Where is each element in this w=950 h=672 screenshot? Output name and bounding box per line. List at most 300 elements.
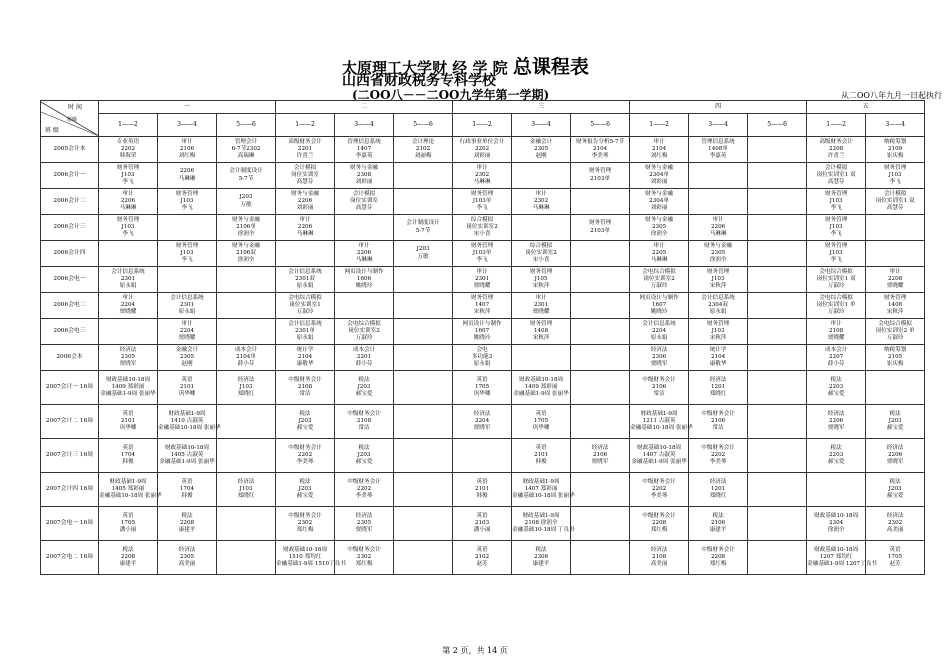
corner-section-label: 班级 (67, 116, 78, 123)
cell-line: 万淑玲 (827, 309, 845, 316)
schedule-cell (276, 163, 335, 189)
cell-line: 郝宝爱 (296, 493, 314, 500)
schedule-cell (512, 319, 571, 345)
schedule-cell (99, 541, 158, 575)
schedule-cell (335, 405, 394, 439)
schedule-cell (689, 137, 748, 163)
schedule-cell (158, 293, 217, 319)
cell-line: 财政基础10-18周 (814, 512, 859, 519)
schedule-cell (158, 345, 217, 371)
schedule-cell (453, 541, 512, 575)
cell-line: 岗位实训室2 (466, 223, 498, 230)
cell-line: 2308 (356, 171, 372, 178)
cell-line: J203 (239, 194, 253, 201)
day-header-row (41, 101, 925, 114)
slot-header: 3——4 (689, 114, 748, 137)
cell-line: 会电综合模拟 (642, 268, 676, 275)
cell-line: 2202 (651, 485, 667, 492)
cell-line: J105 (534, 275, 548, 282)
schedule-cell (99, 137, 158, 163)
schedule-cell (453, 345, 512, 371)
cell-line: 2109 (888, 145, 903, 152)
cell-line: 郑红梅 (650, 527, 668, 534)
cell-line: 会电综合模拟 (878, 320, 912, 327)
cell-line: 康敬华 (709, 361, 727, 368)
cell-line: 2101 (474, 485, 490, 492)
cell-line: 2305 (356, 519, 372, 526)
schedule-cell (335, 319, 394, 345)
schedule-cell (689, 405, 748, 439)
cell-line: 财务与金融 (350, 164, 379, 171)
cell-line: 姚晓玲 (650, 309, 668, 316)
schedule-cell (689, 541, 748, 575)
schedule-cell (748, 541, 807, 575)
schedule-cell (453, 215, 512, 241)
cell-line: 徐润全 (650, 231, 668, 238)
cell-line: 刘彩丽 (473, 153, 491, 160)
cell-line: 财务与金融 (704, 242, 733, 249)
cell-line: 康建平 (178, 527, 196, 534)
day-header-4: 四 (630, 101, 807, 114)
cell-line: 高美丽 (886, 527, 904, 534)
cell-line: 2106双 (236, 249, 256, 256)
cell-line: 2302 (297, 519, 313, 526)
cell-line: 韩俊 (122, 459, 134, 466)
schedule-cell (748, 215, 807, 241)
cell-line: 赵芳 (889, 561, 901, 568)
cell-line: 综合模拟 (470, 216, 494, 223)
schedule-cell (394, 405, 453, 439)
schedule-cell (689, 439, 748, 473)
cell-line: 贾晓耀 (827, 335, 845, 342)
class-row (41, 241, 925, 267)
class-name: 2007会计三 16周 (41, 439, 99, 473)
cell-line: 财政基础1-9周 (522, 512, 560, 519)
schedule-cell (807, 405, 866, 439)
cell-line: J103 (888, 171, 902, 178)
cell-line: 李嘉英 (709, 153, 727, 160)
cell-line: J203 (357, 451, 371, 458)
schedule-title: 总课程表 (512, 56, 589, 78)
cell-line: 许喜兰 (296, 153, 314, 160)
schedule-cell (276, 293, 335, 319)
cell-line: 郑晓红 (237, 391, 255, 398)
cell-line: 金融基础1-9周 1207丁良书 (807, 561, 877, 568)
cell-line: 万敏 (240, 201, 252, 208)
cell-line: 中级财务会计 (288, 512, 322, 519)
cell-line: 万淑玲 (650, 283, 668, 290)
cell-line: 审计 (122, 190, 134, 197)
cell-line: 会计理论 (411, 138, 435, 145)
class-row (41, 439, 925, 473)
cell-line: 岗位实训室 (291, 171, 320, 178)
schedule-cell (158, 319, 217, 345)
cell-line: 徐润全 (237, 231, 255, 238)
cell-line: 2104单 (236, 353, 256, 360)
cell-line: 多功能3 (471, 353, 493, 360)
cell-line: 财务管理 (529, 320, 553, 327)
class-name: 2006会计三 (41, 215, 99, 241)
cell-line: 2202 (356, 485, 372, 492)
cell-line: 刘彩丽 (650, 179, 668, 186)
cell-line: 2208 (829, 145, 844, 152)
cell-line: 宋小喜 (532, 257, 550, 264)
cell-line: 1705 (474, 383, 490, 390)
cell-line: 郝宝爱 (886, 425, 904, 432)
cell-line: 2106 (710, 417, 726, 424)
schedule-cell (217, 241, 276, 267)
cell-line: 会计模拟 (883, 190, 907, 197)
class-name: 2007会计二 16周 (41, 405, 99, 439)
schedule-cell (276, 189, 335, 215)
cell-line: 财务与金融 (291, 190, 320, 197)
schedule-cell (99, 345, 158, 371)
cell-line: 税法 (830, 376, 842, 383)
cell-line: 2108 (829, 327, 844, 334)
schedule-cell (630, 137, 689, 163)
day-header-5: 五 (807, 101, 925, 114)
class-name: 2006会电二 (41, 293, 99, 319)
cell-line: 1407 (474, 301, 490, 308)
schedule-cell (276, 345, 335, 371)
slot-header: 3——4 (158, 114, 217, 137)
cell-line: 刘彩丽 (355, 179, 373, 186)
schedule-cell (512, 371, 571, 405)
schedule-cell (453, 405, 512, 439)
cell-line: 会计信息系统 (642, 320, 676, 327)
cell-line: 中级财务会计 (347, 410, 381, 417)
cell-line: 薛小芬 (237, 361, 255, 368)
cell-line: 税法 (358, 376, 370, 383)
schedule-cell (866, 267, 925, 293)
cell-line: 高级财务会计 (819, 138, 853, 145)
schedule-cell (99, 241, 158, 267)
cell-line: 2101 (179, 383, 195, 390)
cell-line: J103 (829, 197, 843, 204)
cell-line: 2208 (179, 519, 195, 526)
schedule-cell (807, 189, 866, 215)
cell-line: 巩华卿 (119, 425, 137, 432)
cell-line: 1409 郑彩丽 (111, 383, 145, 390)
slot-header: 5——6 (748, 114, 807, 137)
cell-line: 常洁 (653, 391, 665, 398)
cell-line: 2206 (356, 249, 372, 256)
schedule-cell (335, 163, 394, 189)
cell-line: 岗位实训室1 单 (816, 301, 856, 308)
class-row (41, 345, 925, 371)
cell-line: 2305 (179, 553, 195, 560)
schedule-cell (571, 405, 630, 439)
cell-line: 2106 (651, 383, 667, 390)
cell-line: 李美琴 (709, 459, 727, 466)
schedule-cell (158, 189, 217, 215)
cell-line: 2106 (179, 145, 195, 152)
schedule-cell (807, 371, 866, 405)
schedule-cell (217, 189, 276, 215)
schedule-cell (866, 163, 925, 189)
cell-line: 纳税筹划 (883, 346, 907, 353)
schedule-cell (512, 439, 571, 473)
schedule-cell (807, 267, 866, 293)
schedule-cell (158, 405, 221, 439)
cell-line: 审计 (476, 268, 488, 275)
cell-line: 2106 (710, 519, 726, 526)
schedule-cell (335, 371, 394, 405)
cell-line: 财政基础10-18周 (105, 376, 151, 383)
cell-line: 原永娟 (296, 335, 314, 342)
cell-line: 1408 (888, 301, 903, 308)
cell-line: 巩华卿 (473, 391, 491, 398)
cell-line: 财务管理 (883, 294, 907, 301)
schedule-cell (276, 215, 335, 241)
schedule-cell (571, 507, 630, 541)
schedule-cell (335, 345, 394, 371)
schedule-cell (807, 215, 866, 241)
slot-header-row (41, 114, 925, 137)
cell-line: 高慧芬 (296, 179, 314, 186)
schedule-cell (217, 541, 276, 575)
cell-line: 英语 (181, 376, 193, 383)
cell-line: J203 (298, 417, 312, 424)
cell-line: 1201 (710, 485, 726, 492)
cell-line: 高慧芬 (827, 179, 845, 186)
schedule-cell (217, 163, 276, 189)
schedule-cell (99, 371, 158, 405)
cell-line: 会计信息系统 (288, 268, 322, 275)
cell-line: 2104 (592, 145, 608, 152)
schedule-cell (512, 293, 571, 319)
cell-line: 财务管理 (529, 268, 553, 275)
schedule-cell (217, 293, 276, 319)
cell-line: 郝宝爱 (355, 459, 373, 466)
cell-line: 2206 (179, 168, 195, 175)
cell-line: 中级财务会计 (642, 512, 676, 519)
cell-line: 税法 (122, 546, 134, 553)
cell-line: 岗位实训室2 (348, 327, 380, 334)
schedule-cell (335, 241, 394, 267)
cell-line: 会电综合模拟 (819, 268, 853, 275)
corner-time-label: 时 间 (68, 103, 82, 111)
cell-line: 审计 (653, 138, 665, 145)
cell-line: 2202 (297, 451, 313, 458)
schedule-cell (99, 439, 158, 473)
schedule-cell (158, 473, 217, 507)
cell-line: 1408单 (708, 145, 729, 152)
cell-line: 中级财务会计 (642, 376, 676, 383)
schedule-cell (512, 267, 571, 293)
cell-line: 经济法 (886, 444, 904, 451)
cell-line: 财务管理 (824, 190, 848, 197)
schedule-cell (453, 189, 512, 215)
cell-line: 2306 (533, 553, 549, 560)
cell-line: 2204 (179, 327, 195, 334)
cell-line: 2103单 (590, 175, 610, 182)
cell-line: 万淑玲 (886, 335, 904, 342)
class-name: 2007会计四 16周 (41, 473, 99, 507)
cell-line: J103 (239, 485, 253, 492)
cell-line: 刘丽梅 (414, 153, 432, 160)
schedule-cell (512, 163, 571, 189)
schedule-cell (748, 439, 807, 473)
cell-line: 财务管理 (706, 268, 730, 275)
schedule-cell (571, 345, 630, 371)
school-subtitle: 山西省财政税务专科学校 (342, 73, 496, 89)
cell-line: 金融基础10-18周 张丽华 (158, 425, 221, 432)
class-row (41, 319, 925, 345)
cell-line: 马琳琳 (296, 231, 314, 238)
day-header-3: 三 (453, 101, 630, 114)
schedule-cell (453, 163, 512, 189)
schedule-cell (512, 405, 571, 439)
cell-line: 会计模拟 (352, 190, 376, 197)
class-name: 2006会计四 (41, 241, 99, 267)
cell-line: 2208 (888, 275, 903, 282)
schedule-cell (394, 345, 453, 371)
cell-line: 薛小芬 (355, 361, 373, 368)
cell-line: 2305 (120, 353, 136, 360)
cell-line: 马琳琳 (532, 205, 550, 212)
class-name: 2006会电一 (41, 267, 99, 293)
schedule-cell (630, 267, 689, 293)
cell-line: 税法 (299, 410, 311, 417)
cell-line: 贾晓军 (650, 361, 668, 368)
cell-line: 中级财务会计 (288, 444, 322, 451)
cell-line: 李飞 (122, 231, 134, 238)
schedule-cell (453, 137, 512, 163)
cell-line: 姚晓玲 (355, 283, 373, 290)
class-name: 2006会电三 (41, 319, 99, 345)
schedule-cell (512, 215, 571, 241)
cell-line: 郑晓红 (709, 493, 727, 500)
cell-line: 1705 (888, 553, 903, 560)
cell-line: 原永娟 (650, 335, 668, 342)
schedule-cell (512, 473, 575, 507)
schedule-cell (630, 241, 689, 267)
schedule-cell (394, 507, 453, 541)
schedule-cell (394, 267, 453, 293)
schedule-cell (276, 371, 335, 405)
schedule-cell (158, 507, 217, 541)
cell-line: 贾晓军 (473, 425, 491, 432)
cell-line: 中级财务会计 (701, 410, 735, 417)
class-row (41, 541, 925, 575)
cell-line: 英语 (476, 546, 488, 553)
cell-line: 高慧芬 (355, 205, 373, 212)
cell-line: 审计 (830, 320, 842, 327)
schedule-cell (512, 137, 571, 163)
cell-line: 2105 (888, 353, 903, 360)
cell-line: 郝宝爱 (827, 391, 845, 398)
slot-header: 1——2 (276, 114, 335, 137)
cell-line: 英语 (476, 512, 488, 519)
cell-line: 网页设计与制作 (344, 268, 384, 275)
schedule-cell (866, 371, 925, 405)
cell-line: J203 (357, 383, 371, 390)
schedule-cell (807, 293, 866, 319)
cell-line: 2106单 (236, 223, 256, 230)
cell-line: 审计 (653, 242, 665, 249)
schedule-cell (866, 293, 925, 319)
cell-line: 财务与金融 (232, 242, 260, 249)
cell-line: 宋秋萍 (532, 335, 550, 342)
schedule-cell (217, 267, 276, 293)
cell-line: 巩华卿 (178, 391, 196, 398)
cell-line: 统计学 (296, 346, 314, 353)
cell-line: 巩华卿 (532, 425, 550, 432)
schedule-cell (453, 267, 512, 293)
cell-line: 审计 (181, 320, 193, 327)
cell-line: 会电综合模拟 (347, 320, 381, 327)
schedule-cell (571, 293, 630, 319)
schedule-cell (689, 293, 748, 319)
cell-line: 贾晓耀 (532, 309, 550, 316)
cell-line: 贾晓耀 (886, 283, 904, 290)
cell-line: 2306 (651, 353, 667, 360)
cell-line: 2301双 (295, 275, 315, 282)
slot-header: 5——6 (394, 114, 453, 137)
cell-line: 1705 (120, 519, 136, 526)
schedule-cell (807, 473, 866, 507)
cell-line: 2301 (120, 275, 136, 282)
cell-line: 康建平 (119, 561, 137, 568)
cell-line: 税法 (889, 410, 901, 417)
cell-line: 李嘉英 (355, 153, 373, 160)
schedule-cell (807, 507, 866, 541)
cell-line: 赵刚 (535, 153, 547, 160)
cell-line: J203 (416, 246, 430, 253)
cell-line: 审计 (889, 268, 901, 275)
cell-line: 成本会计 (824, 346, 848, 353)
cell-line: 郝宝爱 (827, 459, 845, 466)
class-row (41, 293, 925, 319)
cell-line: 2103单 (590, 227, 610, 234)
slot-header: 5——6 (571, 114, 630, 137)
schedule-cell (453, 371, 512, 405)
cell-line: 管理信息系统 (701, 138, 735, 145)
schedule-cell (689, 507, 748, 541)
cell-line: 马琳琳 (473, 179, 491, 186)
schedule-cell (571, 267, 630, 293)
cell-line: 李美琴 (591, 153, 609, 160)
cell-line: 2301 (474, 275, 490, 282)
schedule-cell (453, 319, 512, 345)
schedule-cell (748, 189, 807, 215)
cell-line: 岗位实训室1 双 (875, 197, 915, 204)
cell-line: 金融会计 (529, 138, 553, 145)
cell-line: 财务管理 (706, 320, 730, 327)
schedule-cell (807, 241, 866, 267)
cell-line: 2108 徐润全 (524, 519, 558, 526)
schedule-cell (453, 241, 512, 267)
cell-line: 英语 (181, 478, 193, 485)
schedule-cell (99, 163, 158, 189)
cell-line: 英语 (122, 512, 134, 519)
cell-line: 徐润全 (709, 257, 727, 264)
cell-line: 财政基础10-18周 (164, 444, 210, 451)
schedule-cell (866, 541, 925, 575)
cell-line: 财务报告分析5-7节 (575, 138, 625, 145)
cell-line: 财务与金融 (645, 164, 674, 171)
cell-line: 万淑玲 (296, 309, 314, 316)
schedule-cell (630, 473, 689, 507)
cell-line: 刘彩丽 (650, 205, 668, 212)
cell-line: 郑红梅 (355, 561, 373, 568)
cell-line: 2104 (710, 353, 726, 360)
cell-line: J103 (121, 171, 135, 178)
cell-line: J103单 (472, 197, 492, 204)
cell-line: 2202 (710, 451, 726, 458)
schedule-table (40, 100, 925, 575)
